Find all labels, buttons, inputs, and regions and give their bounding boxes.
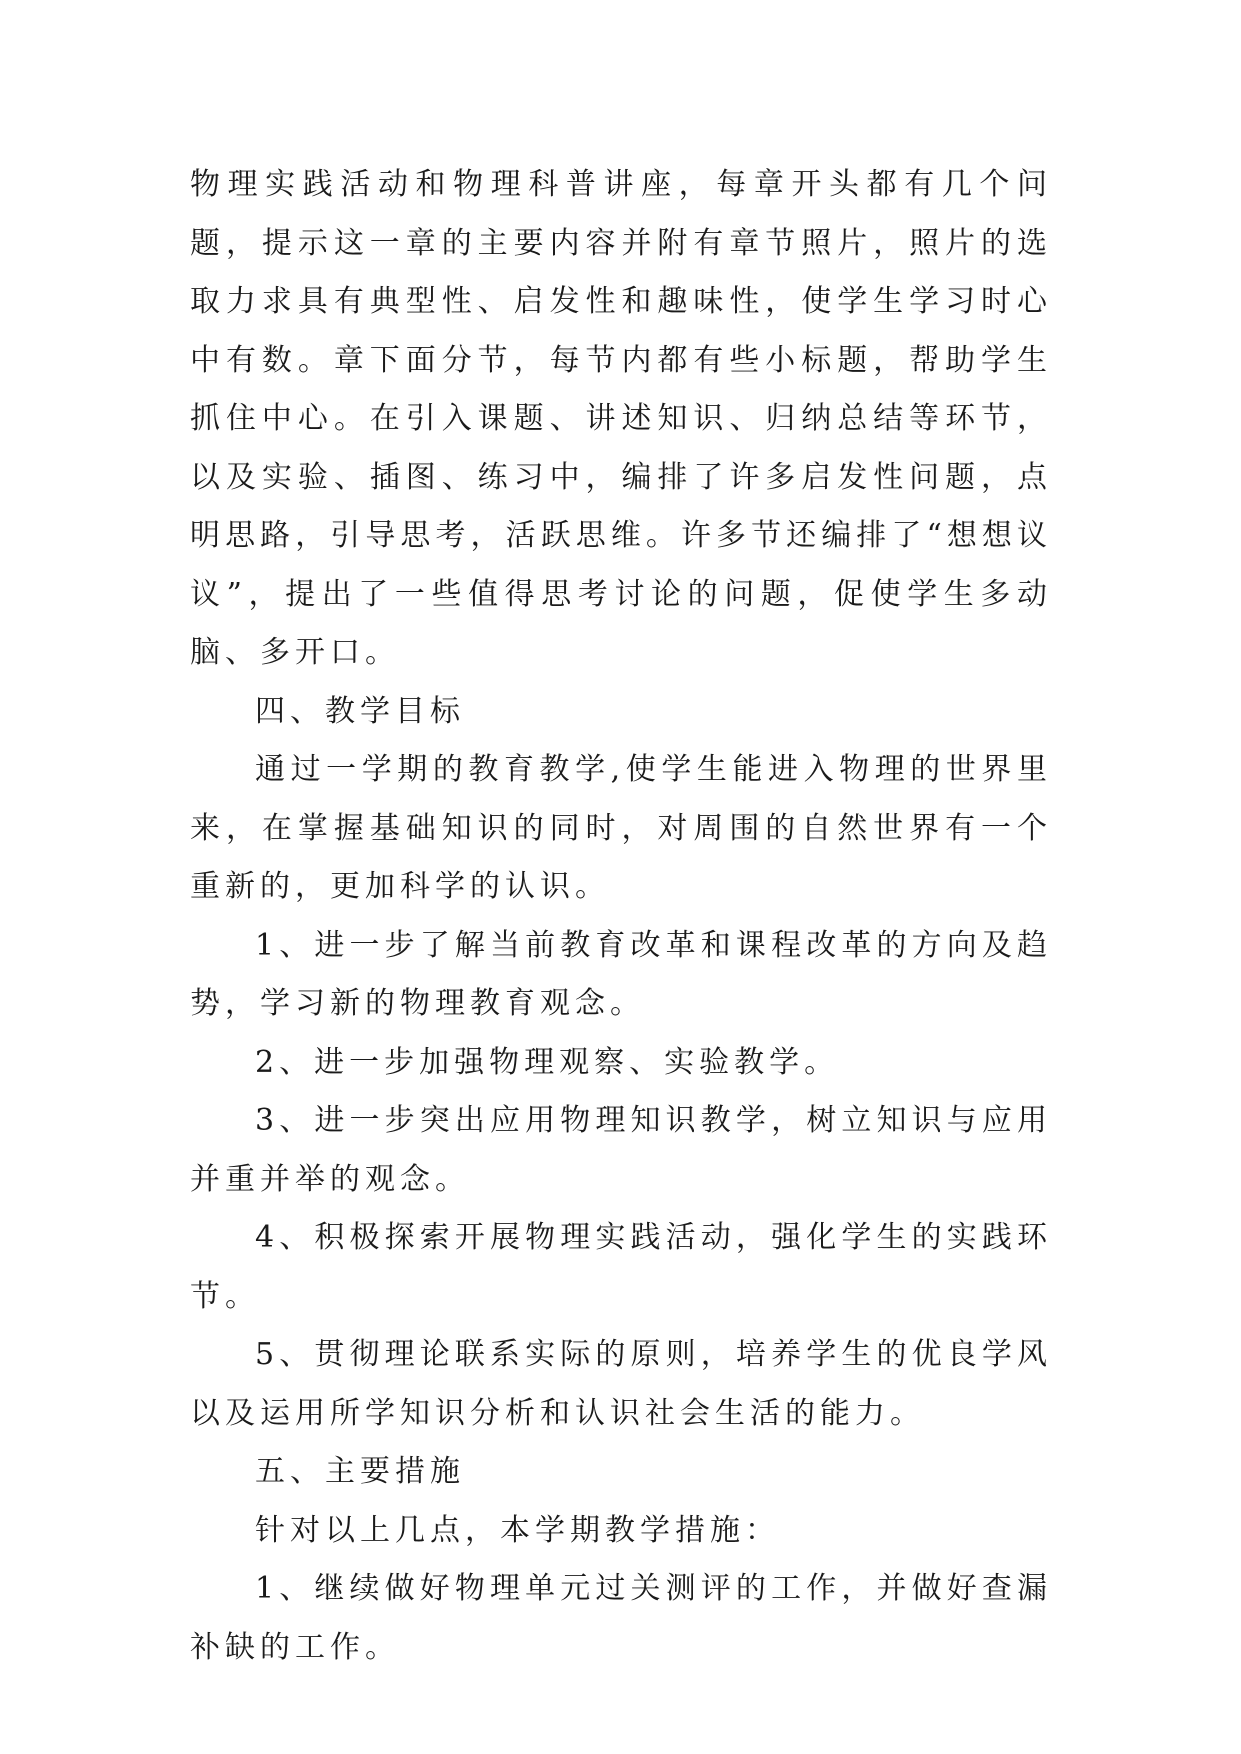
goal-item-4: 4、积极探索开展物理实践活动，强化学生的实践环节。 (190, 1220, 1052, 1314)
goal-item-5: 5、贯彻理论联系实际的原则，培养学生的优良学风以及运用所学知识分析和认识社会生活的能力。 (190, 1337, 1052, 1431)
goal-item-1: 1、进一步了解当前教育改革和课程改革的方向及趋势，学习新的物理教育观念。 (190, 927, 1052, 1021)
paragraph-curriculum-structure: 物理实践活动和物理科普讲座，每章开头都有几个问题，提示这一章的主要内容并附有章节照片，照片的选取力求具有典型性、启发性和趣味性，使学生学习时心中有数。章下面分节，每节内都有些小标题，帮助学生抓住中心。在引入课题、讲述知识、归纳总结等环节，以及实验、插图、练习中，编排了许多启发性问题，点明思路，引导思考，活跃思维。许多节还编排了“想想议议”，提出了一些值得思考讨论的问题，促使学生多动脑、多开口。 (190, 167, 1052, 670)
section-heading-main-measures: 五、主要措施 (255, 1454, 465, 1489)
paragraph-measures-intro: 针对以上几点，本学期教学措施： (255, 1512, 780, 1548)
goal-item-3: 3、进一步突出应用物理知识教学，树立知识与应用并重并举的观念。 (190, 1103, 1052, 1197)
goal-item-2: 2、进一步加强物理观察、实验教学。 (255, 1044, 840, 1080)
measure-item-1: 1、继续做好物理单元过关测评的工作，并做好查漏补缺的工作。 (190, 1571, 1052, 1665)
document-page (190, 156, 1052, 1677)
section-heading-teaching-goals: 四、教学目标 (255, 693, 465, 729)
paragraph-goals-intro: 通过一学期的教育教学,使学生能进入物理的世界里来，在掌握基础知识的同时，对周围的自然世界有一个重新的，更加科学的认识。 (190, 752, 1052, 904)
